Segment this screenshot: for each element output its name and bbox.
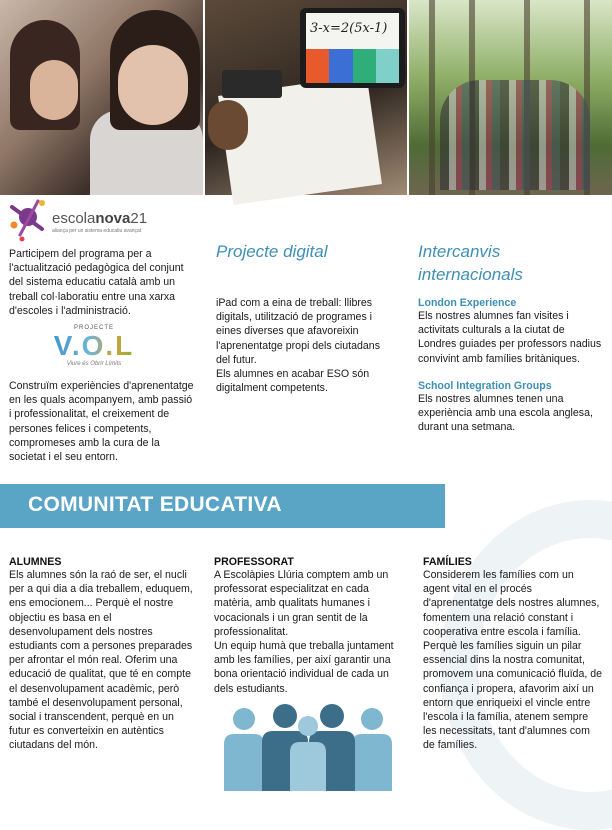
photo-students-robotics	[0, 0, 203, 195]
families-heading: FAMÍLIES	[423, 556, 472, 568]
svg-text:aliança per un sistema educati: aliança per un sistema educatiu avançat	[52, 228, 142, 234]
professorat-text-2: Un equip humà que treballa juntament amb les famílies, per així garantir una bona orientació individual de cada un dels estudiants.	[214, 640, 394, 695]
escolanova21-wordmark: escolanova21	[52, 210, 148, 227]
alumnes-heading: ALUMNES	[9, 556, 62, 568]
hiking-students	[440, 80, 590, 190]
hand	[208, 100, 248, 150]
families-text-1: Considerem les famílies com un agent vital en el procés d'aprenentatge dels nostres alumnes, fomentem una relació constant i cooperativa entre escola i família.	[423, 569, 600, 638]
comunitat-educativa-banner	[0, 484, 445, 528]
escolanova21-logo	[8, 195, 163, 245]
banner-title: COMUNITAT EDUCATIVA	[28, 493, 282, 516]
left-paragraph-1: Participem del programa per a l'actualització pedagògica del conjunt del sistema educatiu català amb un treball col·laboratiu entre una xarxa d'escoles i l'administració.	[9, 248, 184, 317]
professorat-section	[214, 556, 394, 696]
equation-text: 3-x=2(5x-1)	[310, 21, 388, 36]
professorat-text-1: A Escolàpies Llúria comptem amb un professorat especialitzat en cada matèria, amb qualitats humanes i vocacionals i un gran sentit de la professionalitat.	[214, 569, 389, 638]
vol-project-logo: PROJECTE V.O.L Viure és Obrir Límits	[44, 325, 144, 377]
alumnes-text: Els alumnes són la raó de ser, el nucli per a qui dia a dia treballem, eduquem, ens emocionem... Perquè el nostre objectiu es basa en el desenvolupament dels nostres estudiants com a persones preparades per afrontar el món real. Oferim una educació de qualitat, que té en compte el desenvolupament acadèmic, però també el desenvolupament personal, social i transcendent, perquè en un futur es converteixin en autèntics ciutadans del món.	[9, 569, 193, 752]
professorat-heading: PROFESSORAT	[214, 556, 294, 568]
calculator	[222, 70, 282, 98]
intercanvis-title: Intercanvis internacionals	[418, 242, 523, 284]
community-people-icon	[222, 704, 394, 791]
left-paragraph-2: Construïm experiències d'aprenentatge en les quals acompanyem, amb passió i professionalitat, el creixement de persones felices i competents, compromeses amb la cura de la societat i el seu entorn.	[9, 380, 194, 464]
school-integration-heading: School Integration Groups	[418, 379, 552, 392]
projecte-digital-text: iPad com a eina de treball: llibres digitals, utilització de programes i eines diverses que afavoreixin l'aprenentatge propi dels ciutadans del futur. Els alumnes en acabar ESO són digitalment competents.	[216, 297, 380, 395]
families-section	[423, 556, 603, 753]
projecte-digital-title: Projecte digital	[216, 242, 328, 261]
ipad-screen	[300, 8, 405, 88]
london-experience-heading: London Experience	[418, 297, 517, 309]
school-integration-text: Els nostres alumnes tenen una experiència amb una escola anglesa, durant una setmana.	[418, 392, 593, 434]
london-experience-text: Els nostres alumnes fan visites i activitats culturals a la ciutat de Londres guiades per professors nadius convivint amb famílies britàniques.	[418, 310, 602, 365]
alumnes-section	[9, 556, 197, 753]
intercanvis-content	[418, 297, 604, 434]
families-text-2: Perquè les famílies siguin un pilar essencial dins la nostra comunitat, promovem una comunicació fluïda, de confiança i propera, afavorim així un entorn que enriqueixi el vincle entre l'escola i la família, atenem sempre les necessitats, tant d'alumnes com de famílies.	[423, 640, 603, 752]
